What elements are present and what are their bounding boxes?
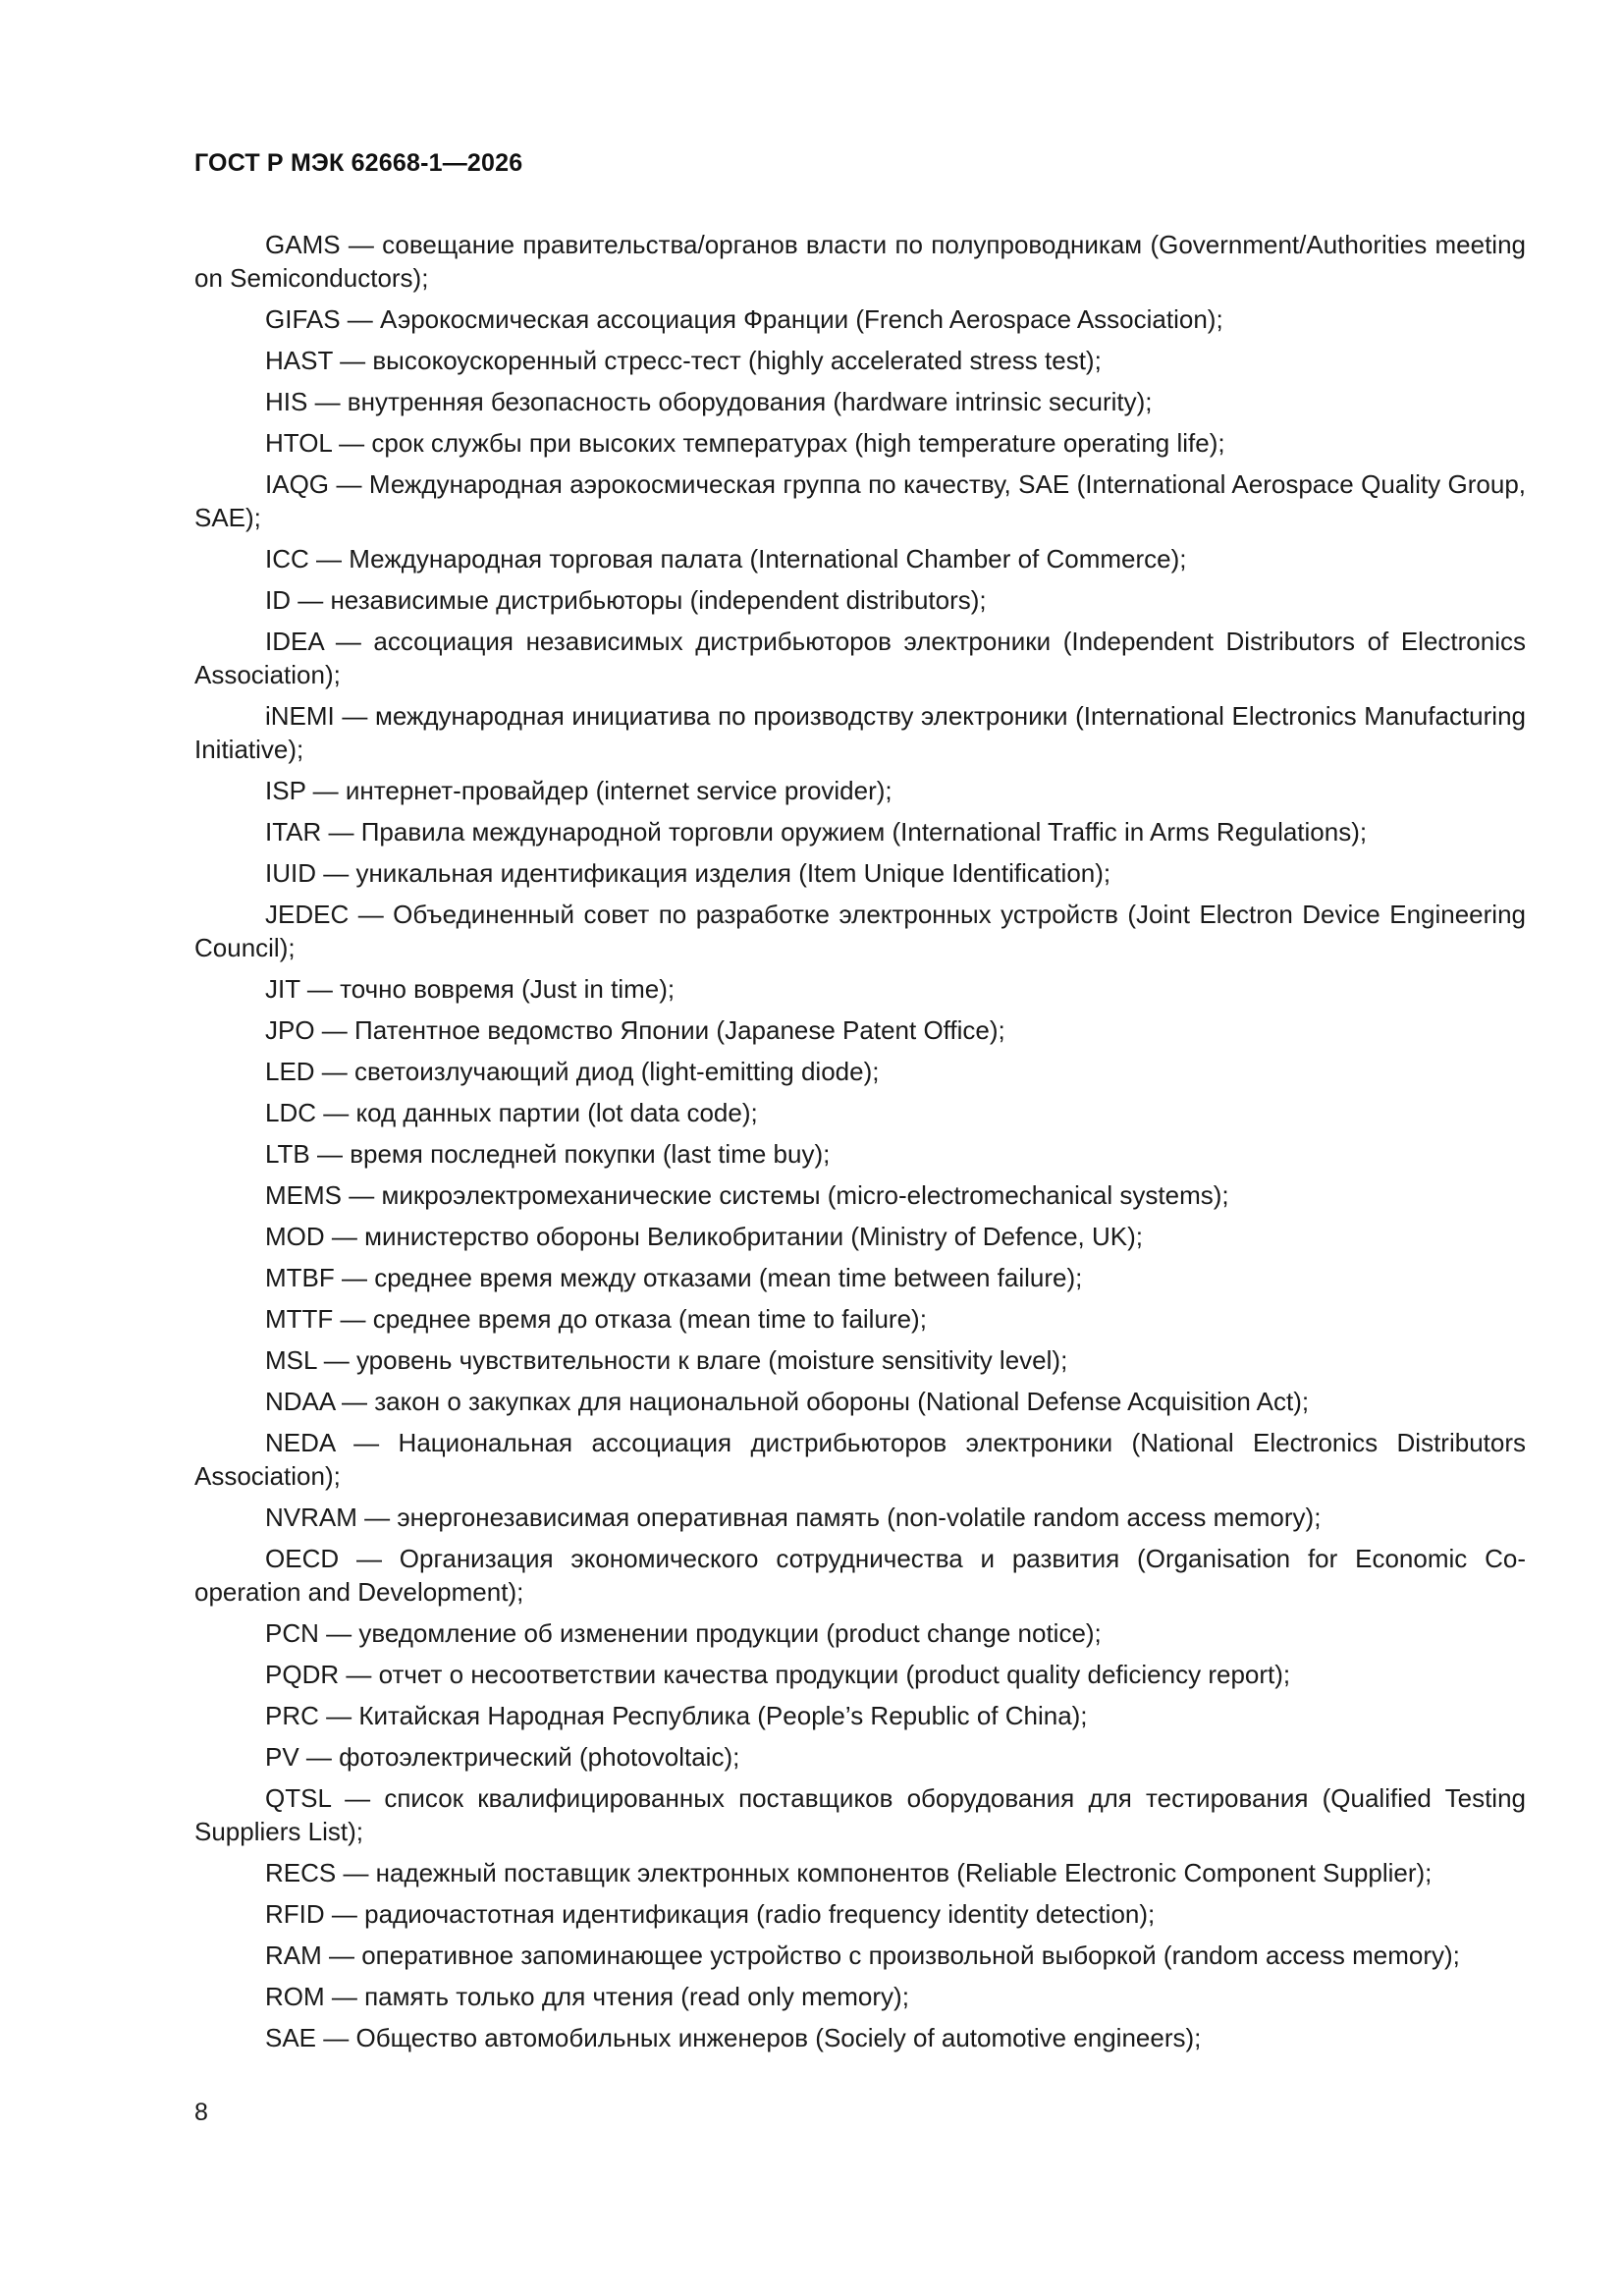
abbreviation-entry-sae: SAE — Общество автомобильных инженеров (Sociely of automotive engineers); — [265, 2023, 1202, 2052]
abbreviation-entry-msl: MSL — уровень чувствительности к влаге (moisture sensitivity level); — [265, 1345, 1068, 1375]
abbreviation-entry-hast: HAST — высокоускоренный стресс-тест (highly accelerated stress test); — [265, 346, 1102, 375]
abbreviation-entry-icc: ICC — Международная торговая палата (International Chamber of Commerce); — [265, 544, 1187, 574]
abbreviation-entry-rfid: RFID — радиочастотная идентификация (radio frequency identity detection); — [265, 1899, 1156, 1929]
abbreviation-entry-ndaa: NDAA — закон о закупках для национальной обороны (National Defense Acquisition Act); — [265, 1387, 1310, 1416]
abbreviation-entry-mttf: MTTF — среднее время до отказа (mean time to failure); — [265, 1304, 927, 1334]
abbreviation-entry-iaqg: IAQG — Международная аэрокосмическая группа по качеству, SAE (International Aerospace Quality Group, SAE); — [194, 469, 1526, 532]
abbreviation-entry-gams: GAMS — совещание правительства/органов власти по полупроводникам (Government/Authorities meeting on Semiconductors); — [194, 230, 1526, 293]
abbreviation-entry-pv: PV — фотоэлектрический (photovoltaic); — [265, 1742, 740, 1772]
abbreviation-entry-rom: ROM — память только для чтения (read only memory); — [265, 1982, 909, 2011]
abbreviation-entry-jit: JIT — точно вовремя (Just in time); — [265, 974, 676, 1004]
abbreviation-entry-prc: PRC — Китайская Народная Республика (People’s Republic of China); — [265, 1701, 1088, 1730]
abbreviation-entry-led: LED — светоизлучающий диод (light-emitting diode); — [265, 1057, 880, 1086]
abbreviation-entry-isp: ISP — интернет-провайдер (internet service provider); — [265, 776, 893, 805]
abbreviation-entry-inemi: iNEMI — международная инициатива по производству электроники (International Electronics Manufacturing Initiative); — [194, 701, 1526, 764]
abbreviation-entry-oecd: OECD — Организация экономического сотрудничества и развития (Organisation for Economic Co-operation and Development); — [194, 1544, 1526, 1607]
abbreviation-entry-jedec: JEDEC — Объединенный совет по разработке электронных устройств (Joint Electron Device Engineering Council); — [194, 900, 1526, 962]
abbreviation-entry-nvram: NVRAM — энергонезависимая оперативная память (non-volatile random access memory); — [265, 1503, 1322, 1532]
abbreviation-entry-htol: HTOL — срок службы при высоких температурах (high temperature operating life); — [265, 428, 1225, 458]
abbreviation-entry-neda: NEDA — Национальная ассоциация дистрибьюторов электроники (National Electronics Distributors Association); — [194, 1428, 1526, 1491]
abbreviation-entry-ram: RAM — оперативное запоминающее устройство с произвольной выборкой (random access memory); — [265, 1941, 1460, 1970]
page-number: 8 — [194, 2099, 208, 2126]
abbreviations-list — [194, 228, 1526, 2062]
document-header: ГОСТ Р МЭК 62668-1—2026 — [194, 149, 523, 177]
abbreviation-entry-his: HIS — внутренняя безопасность оборудования (hardware intrinsic security); — [265, 387, 1153, 416]
abbreviation-entry-ldc: LDC — код данных партии (lot data code); — [265, 1098, 758, 1127]
abbreviation-entry-pqdr: PQDR — отчет о несоответствии качества продукции (product quality deficiency report); — [265, 1660, 1291, 1689]
abbreviation-entry-jpo: JPO — Патентное ведомство Японии (Japanese Patent Office); — [265, 1015, 1005, 1045]
abbreviation-entry-idea: IDEA — ассоциация независимых дистрибьюторов электроники (Independent Distributors of Electronics Association); — [194, 627, 1526, 689]
abbreviation-entry-mtbf: MTBF — среднее время между отказами (mean time between failure); — [265, 1263, 1083, 1292]
abbreviation-entry-itar: ITAR — Правила международной торговли оружием (International Traffic in Arms Regulations); — [265, 817, 1368, 847]
abbreviation-entry-mems: MEMS — микроэлектромеханические системы (micro-electromechanical systems); — [265, 1180, 1229, 1210]
abbreviation-entry-ltb: LTB — время последней покупки (last time buy); — [265, 1139, 831, 1169]
abbreviation-entry-recs: RECS — надежный поставщик электронных компонентов (Reliable Electronic Component Supplier); — [265, 1858, 1433, 1887]
abbreviation-entry-iuid: IUID — уникальная идентификация изделия (Item Unique Identification); — [265, 858, 1111, 888]
abbreviation-entry-mod: MOD — министерство обороны Великобритании (Ministry of Defence, UK); — [265, 1222, 1144, 1251]
abbreviation-entry-qtsl: QTSL — список квалифицированных поставщиков оборудования для тестирования (Qualified Testing Suppliers List); — [194, 1783, 1526, 1846]
abbreviation-entry-pcn: PCN — уведомление об изменении продукции (product change notice); — [265, 1618, 1102, 1648]
abbreviation-entry-id: ID — независимые дистрибьюторы (independent distributors); — [265, 585, 987, 615]
abbreviation-entry-gifas: GIFAS — Аэрокосмическая ассоциация Франции (French Aerospace Association); — [265, 304, 1223, 334]
